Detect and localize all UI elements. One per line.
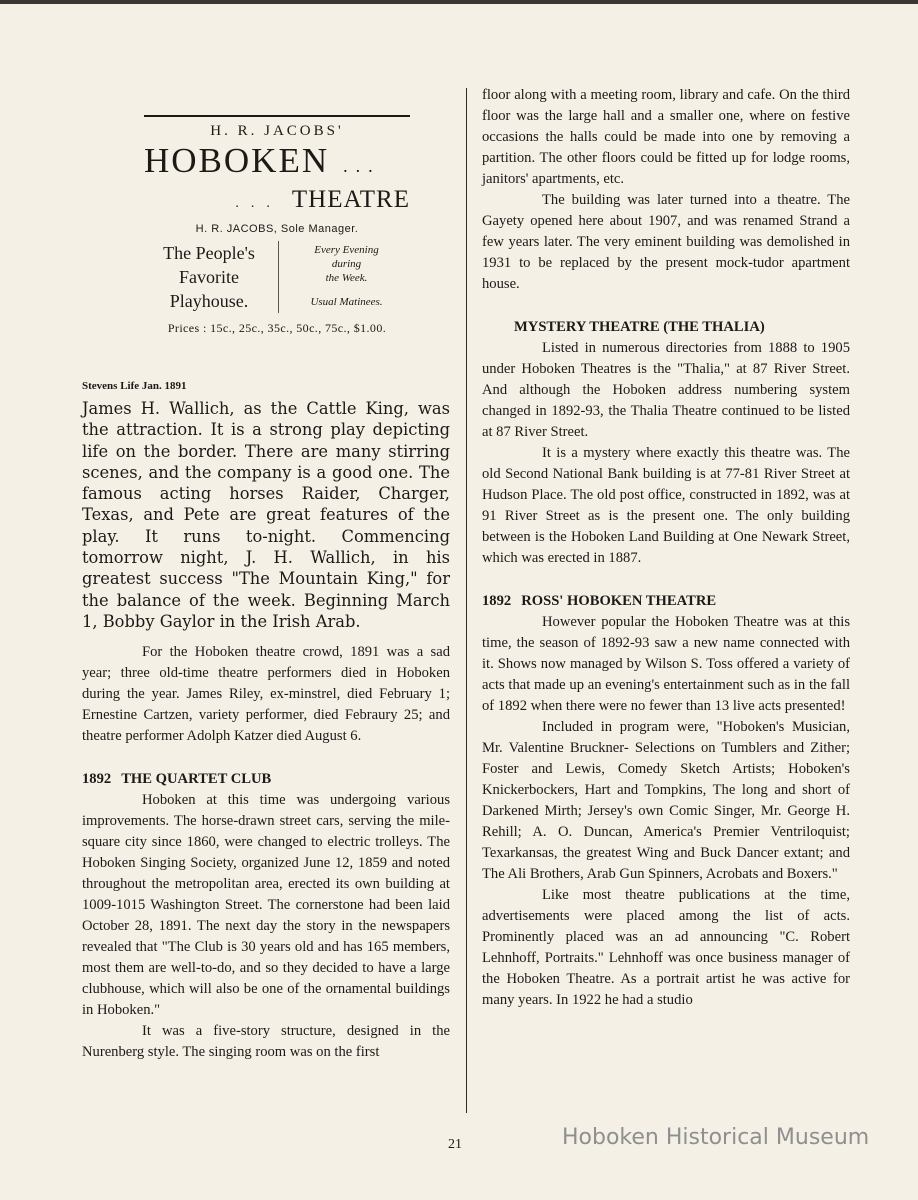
theatre-advertisement [144,115,410,336]
ad-slogan-line: Playhouse. [169,291,249,311]
section-heading [482,591,850,612]
paragraph: The building was later turned into a theatre. The Gayety opened here about 1907, and was renamed Strand a few years later. The very eminent building was demolished in 1931 to be replaced by the present mock-tudor apartment house. [482,192,850,292]
paragraph: However popular the Hoboken Theatre was at this time, the season of 1892-93 saw a new name connected with it. Shows now managed by Wilson S. Toss offered a variety of acts that made up an evening's entertainment such as in the fall of 1892 when there were no fewer than 13 live acts presented! [482,614,850,714]
paragraph: Hoboken at this time was undergoing various improvements. The horse-drawn street cars, serving the mile- square city since 1860, were changed to electric trolleys. The Hoboken Singing Society, organized June 12, 1859 and noted throughout the metropolitan area, erected its own building at 1009-1015 Washington Street. The cornerstone had been laid October 28, 1891. The next day the story in the newspapers revealed that "The Club is 30 years old and has 165 members, most them are well-to-do, and so they decided to have a large clubhouse, which will also be one of the ornamental buildings in Hoboken." [82,792,450,1019]
ad-top-rule [144,115,410,117]
ad-title: H. R. JACOBS' [210,123,344,139]
ad-slogan-line: The People's [163,243,255,263]
clipping-caption: Stevens Life Jan. 1891 [82,380,187,392]
paragraph: It was a five-story structure, designed in the Nurenberg style. The singing room was on the first [82,1023,450,1061]
heading-year: 1892 [482,593,512,609]
ad-dots-2: ... [235,196,282,211]
watermark: Hoboken Historical Museum [562,1125,870,1150]
top-rule [0,0,918,4]
section-heading [82,769,450,790]
paragraph: It is a mystery where exactly this theatre was. The old Second National Bank building is at 77-81 River Street at Hudson Place. The old post office, constructed in 1892, was at 91 River Street as is the present one. The only building between is the Hoboken Land Building at One Newark Street, which was erected in 1887. [482,445,850,566]
section-heading: MYSTERY THEATRE (THE THALIA) [514,319,765,335]
ad-schedule-line: the Week. [325,272,368,284]
paragraph: Like most theatre publications at the time, advertisements were placed among the list of acts. Prominently placed was an ad announcing "C. Robert Lehnhoff, Portraits." Lehnhoff was once business manager of the Hoboken Theatre. As a portrait artist he was active for many years. In 1922 he had a studio [482,887,850,1008]
heading-title: THE QUARTET CLUB [121,771,272,788]
ad-manager: H. R. JACOBS, Sole Manager. [195,223,359,235]
ad-dots-1: ... [343,156,381,176]
ad-theatre [144,185,410,219]
ad-middle-block [144,241,410,313]
ad-hoboken [144,142,410,185]
ad-theatre-word: THEATRE [291,186,410,213]
paragraph: For the Hoboken theatre crowd, 1891 was a sad year; three old-time theatre performers died in Hoboken during the year. James Riley, ex-minstrel, died February 1; Ernestine Cartzen, variety performer, died Febraury 25; and theatre performer Adolph Katzer died August 6. [82,644,450,745]
paragraph: Included in program were, "Hoboken's Musician, Mr. Valentine Bruckner- Selections on Tumblers and Zither; Foster and Lewis, Comedy Sketch Artists; Hoboken's Knickerbockers, Hart and Tompkins, The long and short of Darkened Mirth; Jersey's own Comic Singer, Mr. George H. Rehill; A. O. Duncan, America's Premier Ventriloquist; Texarkansas, the greatest Wing and Buck Dancer extant; and The Ali Brothers, Arab Gun Spinners, Acrobats and Boxers." [482,719,850,882]
ad-schedule-line: during [331,258,362,270]
ad-schedule-line: Every Evening [314,244,379,256]
heading-title: ROSS' HOBOKEN THEATRE [521,593,717,609]
left-column [82,115,450,1063]
ad-hoboken-word: HOBOKEN [144,141,330,180]
heading-year: 1892 [82,771,112,788]
ad-schedule [283,241,410,313]
ad-slogan-line: Favorite [179,267,239,287]
newspaper-clipping: James H. Wallich, as the Cattle King, was the attraction. It is a strong play depicting life on the border. There are many stirring scenes, and the company is a good one. The famous acting horses Raider, Charger, Texas, and Pete are great features of the play. It runs to-night. Commencing tomorrow night, J. H. Wallich, in his greatest success "The Mountain King," for the balance of the week. Beginning March 1, Bobby Gaylor in the Irish Arab. [82,399,450,631]
ad-separator [278,241,279,313]
paragraph: floor along with a meeting room, library and cafe. On the third floor was the large hall and a smaller one, where on festive occasions the halls could be made into one by removing a partition. The other floors could be fitted up for lodge rooms, janitors' apartments, etc. [482,87,850,187]
ad-slogan [144,241,274,313]
paragraph: Listed in numerous directories from 1888 to 1905 under Hoboken Theatres is the "Thalia," at 87 River Street. And although the Hoboken address numbering system changed in 1892-93, the Thalia Theatre continued to be listed at 87 River Street. [482,340,850,440]
ad-prices: Prices : 15c., 25c., 35c., 50c., 75c., $1.00. [167,321,387,335]
ad-schedule-line: Usual Matinees. [310,296,383,308]
page-number: 21 [448,1137,462,1152]
column-divider [466,88,467,1113]
right-column [482,85,850,1011]
